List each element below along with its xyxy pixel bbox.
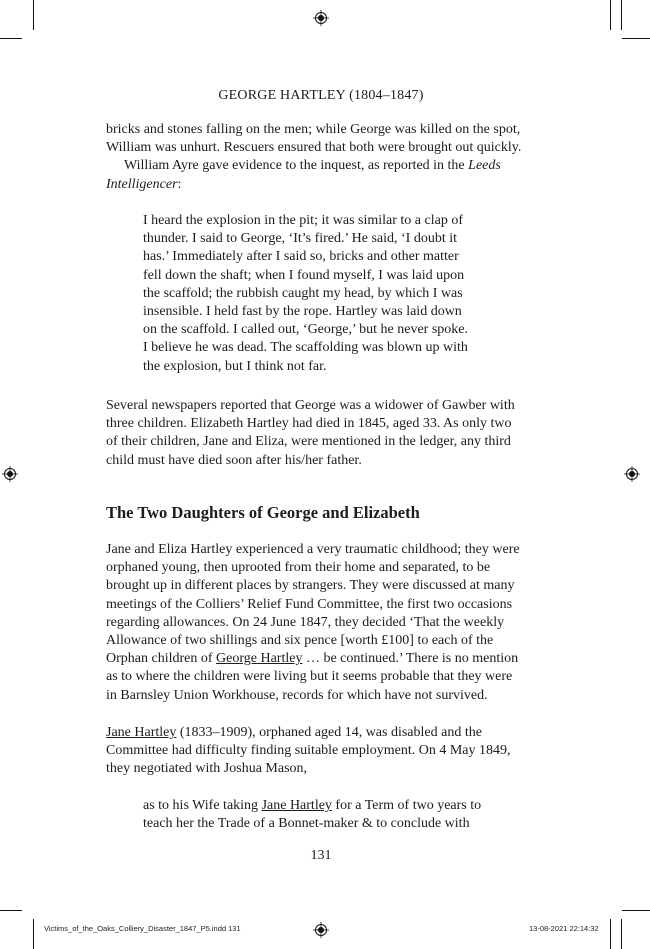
quote-line: thunder. I said to George, ‘It’s fired.’ He said, ‘I doubt it (143, 231, 458, 247)
quote-line: as to his Wife taking Jane Hartley for a Term of two years to (143, 798, 482, 813)
quote-line: the explosion, but I think not far. (143, 358, 327, 374)
paragraph-2-line: William Ayre gave evidence to the inquest, as reported in the Leeds (124, 158, 501, 174)
jane-hartley-link[interactable]: Jane Hartley (261, 798, 332, 813)
text-line: regarding allowances. On 24 June 1847, they decided ‘That the weekly (106, 614, 505, 630)
crop-mark (0, 38, 22, 39)
registration-mark-icon (313, 922, 329, 938)
text-line: Committee had difficulty finding suitable employment. On 4 May 1849, (106, 743, 511, 759)
paragraph-1 (106, 121, 537, 194)
text-line: brought up in different places by strangers. They were discussed at many (106, 578, 515, 594)
jane-hartley-link[interactable]: Jane Hartley (106, 725, 177, 740)
text-line: child must have died soon after his/her father. (106, 452, 362, 468)
registration-mark-icon (313, 10, 329, 26)
text-line: they negotiated with Joshua Mason, (106, 761, 308, 777)
crop-mark (0, 910, 22, 911)
paragraph-5 (106, 724, 537, 779)
registration-mark-icon (2, 466, 18, 482)
running-head: GEORGE HARTLEY (1804–1847) (218, 88, 424, 103)
crop-mark (621, 919, 622, 949)
text-line: Jane and Eliza Hartley experienced a very traumatic childhood; they were (106, 542, 520, 557)
text-line: as to where the children were living but it seems probable that they were (106, 669, 513, 685)
slug-filename: Victims_of_the_Oaks_Colliery_Disaster_1847_P5.indd 131 (44, 924, 241, 933)
text-line: William was unhurt. Rescuers ensured that both were brought out quickly. (106, 140, 522, 156)
text-line: bricks and stones falling on the men; while George was killed on the spot, (106, 122, 521, 137)
quote-line: teach her the Trade of a Bonnet-maker & to conclude with (143, 816, 470, 832)
text-line: orphaned young, then uprooted from their home and separated, to be (106, 560, 491, 576)
block-quote-2 (143, 797, 500, 833)
text-line: Several newspapers reported that George was a widower of Gawber with (106, 398, 515, 413)
quote-line: on the scaffold. I called out, ‘George,’ but he never spoke. (143, 322, 469, 338)
paragraph-3 (106, 397, 537, 470)
quote-line: the scaffold; the rubbish caught my head, by which I was (143, 285, 463, 301)
crop-mark (610, 0, 611, 30)
quote-line: has.’ Immediately after I said so, bricks and other matter (143, 249, 459, 265)
text-line: meetings of the Colliers’ Relief Fund Committee, the first two occasions (106, 596, 513, 612)
text-line: in Barnsley Union Workhouse, records for which have not survived. (106, 687, 488, 703)
crop-mark (33, 919, 34, 949)
text-line: Orphan children of George Hartley … be continued.’ There is no mention (106, 651, 519, 667)
paragraph-2-line: Intelligencer: (106, 176, 182, 192)
registration-mark-icon (624, 466, 640, 482)
text-line: of their children, Jane and Eliza, were mentioned in the ledger, any third (106, 434, 511, 450)
george-hartley-link[interactable]: George Hartley (216, 651, 303, 667)
crop-mark (622, 38, 650, 39)
section-heading: The Two Daughters of George and Elizabeth (106, 503, 420, 522)
quote-line: I believe he was dead. The scaffolding was blown up with (143, 340, 468, 356)
text-line: Allowance of two shillings and six pence [worth £100] to each of the (106, 633, 494, 649)
text-line: three children. Elizabeth Hartley had died in 1845, aged 33. As only two (106, 416, 512, 432)
quote-line: insensible. I held fast by the rope. Hartley was laid down (143, 304, 462, 320)
crop-mark (33, 0, 34, 30)
crop-mark (610, 919, 611, 949)
quote-line: fell down the shaft; when I found myself, I was laid upon (143, 267, 465, 283)
slug-timestamp: 13-08-2021 22:14:32 (529, 924, 599, 933)
quote-line: I heard the explosion in the pit; it was similar to a clap of (143, 213, 463, 228)
paragraph-4 (106, 541, 537, 705)
crop-mark (622, 910, 650, 911)
block-quote-1 (143, 212, 500, 376)
text-line: Jane Hartley (1833–1909), orphaned aged 14, was disabled and the (106, 725, 482, 740)
crop-mark (621, 0, 622, 30)
page-number: 131 (310, 848, 332, 863)
